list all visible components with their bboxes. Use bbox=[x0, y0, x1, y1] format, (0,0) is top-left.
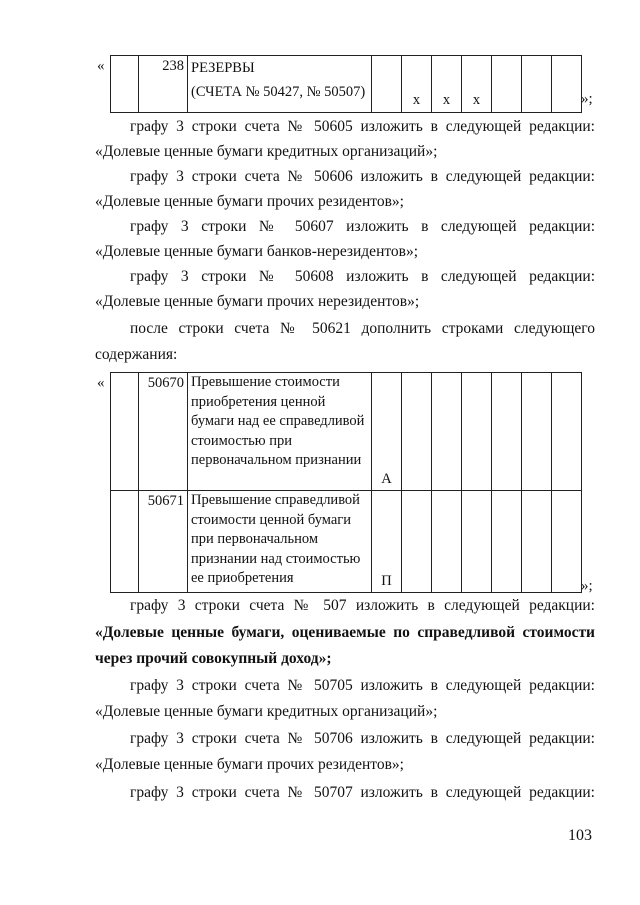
table2-cell-empty bbox=[552, 491, 582, 593]
table2-row2-name: Превышение справедливой стоимости ценной бумаги при первоначальном признании над стоимостью ее приобретения bbox=[188, 491, 372, 593]
paragraph-line: графу 3 строки счета № 50606 изложить в следующей редакции: bbox=[130, 168, 595, 185]
paragraph-line: «Долевые ценные бумаги кредитных организаций»; bbox=[95, 703, 438, 720]
paragraph-line: «Долевые ценные бумаги прочих нерезидентов»; bbox=[95, 293, 420, 310]
paragraph-line: графу 3 строки счета № 50707 изложить в следующей редакции: bbox=[130, 784, 595, 801]
table1-cell-empty bbox=[492, 56, 522, 113]
table1-name-line2: (СЧЕТА № 50427, № 50507) bbox=[191, 84, 366, 100]
paragraph-line: графу 3 строки № 50608 изложить в следующей редакции: bbox=[130, 268, 595, 285]
table2-cell-empty bbox=[552, 373, 582, 491]
paragraph-line-bold: через прочий совокупный доход»; bbox=[95, 650, 332, 667]
table2-row1-number: 50670 bbox=[139, 373, 188, 491]
paragraph-line: «Долевые ценные бумаги прочих резидентов»; bbox=[95, 756, 404, 773]
table2-cell-empty bbox=[111, 491, 139, 593]
paragraph-line-bold: «Долевые ценные бумаги, оцениваемые по справедливой стоимости bbox=[95, 624, 595, 641]
table2-cell-empty bbox=[462, 373, 492, 491]
table2-row2-number: 50671 bbox=[139, 491, 188, 593]
table1-cell-empty bbox=[552, 56, 582, 113]
table2-cell-empty bbox=[462, 491, 492, 593]
table1-mark-3: x bbox=[462, 56, 492, 113]
paragraph-line: графу 3 строки счета № 50705 изложить в следующей редакции: bbox=[130, 677, 595, 694]
table2-cell-empty bbox=[402, 373, 432, 491]
table2-cell-empty bbox=[402, 491, 432, 593]
table1-account-number: 238 bbox=[139, 56, 188, 113]
paragraph-line: графу 3 строки № 50607 изложить в следующей редакции: bbox=[130, 218, 595, 235]
paragraph-line: графу 3 строки счета № 50706 изложить в следующей редакции: bbox=[130, 730, 595, 747]
table1-open-quote: « bbox=[97, 58, 105, 74]
paragraph-line: содержания: bbox=[95, 346, 178, 363]
table-row bbox=[111, 491, 582, 593]
table1-cell-empty bbox=[111, 56, 139, 113]
paragraph-line: после строки счета № 50621 дополнить строками следующего bbox=[130, 320, 595, 337]
accounts-table bbox=[110, 372, 582, 593]
paragraph-line: «Долевые ценные бумаги банков-нерезидентов»; bbox=[95, 243, 419, 260]
paragraph-line: «Долевые ценные бумаги кредитных организаций»; bbox=[95, 143, 438, 160]
table1-cell-type bbox=[372, 56, 402, 113]
table2-row1-name: Превышение стоимости приобретения ценной бумаги над ее справедливой стоимостью при первоначальном признании bbox=[188, 373, 372, 491]
table1-name-line1: РЕЗЕРВЫ bbox=[191, 60, 255, 76]
table1-mark-1: x bbox=[402, 56, 432, 113]
reserves-table bbox=[110, 55, 582, 113]
table1-cell-empty bbox=[522, 56, 552, 113]
paragraph-line: «Долевые ценные бумаги прочих резидентов»; bbox=[95, 193, 404, 210]
table2-close-quote: »; bbox=[581, 578, 593, 594]
table2-cell-empty bbox=[432, 373, 462, 491]
table2-cell-empty bbox=[432, 491, 462, 593]
table2-open-quote: « bbox=[97, 375, 105, 391]
table2-cell-empty bbox=[111, 373, 139, 491]
table2-cell-empty bbox=[522, 491, 552, 593]
table-row bbox=[111, 373, 582, 491]
table1-mark-2: x bbox=[432, 56, 462, 113]
page-number: 103 bbox=[568, 827, 592, 844]
table1-close-quote: »; bbox=[581, 91, 593, 107]
table2-cell-empty bbox=[492, 491, 522, 593]
table2-cell-empty bbox=[492, 373, 522, 491]
table2-row1-type: А bbox=[372, 373, 402, 491]
table2-cell-empty bbox=[522, 373, 552, 491]
table2-row2-type: П bbox=[372, 491, 402, 593]
table1-account-name bbox=[188, 56, 372, 113]
paragraph-line: графу 3 строки счета № 50605 изложить в следующей редакции: bbox=[130, 118, 595, 135]
paragraph-line: графу 3 строки счета № 507 изложить в следующей редакции: bbox=[130, 597, 595, 614]
